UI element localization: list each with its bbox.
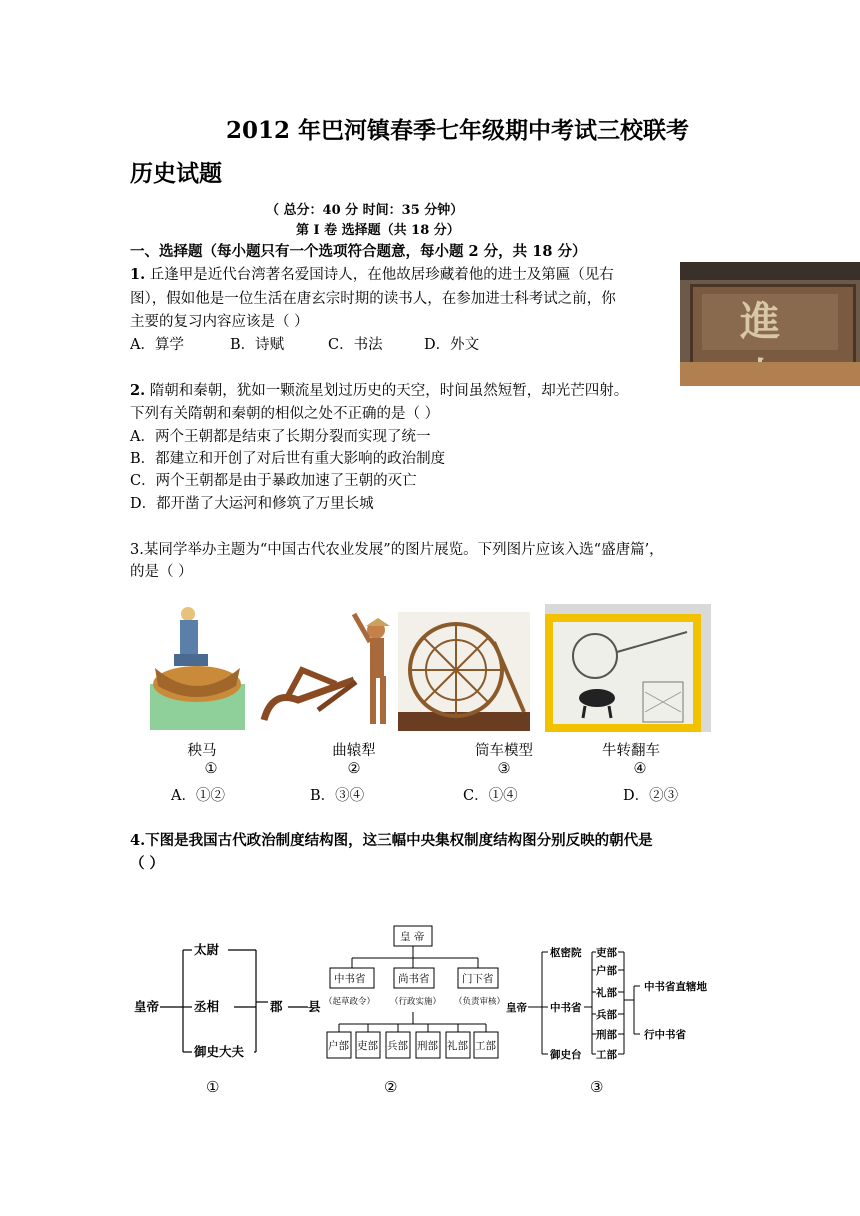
d2-menxia: 门下省 bbox=[462, 973, 494, 985]
d3-zhongshusheng: 中书省 bbox=[550, 1002, 582, 1014]
q2-option-c: C．两个王朝都是由于暴政加速了王朝的灭亡 bbox=[130, 473, 417, 489]
d1-root: 皇帝 bbox=[134, 999, 160, 1014]
q2-line-1: 2. 隋朝和秦朝，犹如一颗流星划过历史的天空，时间虽然短暂，却光芒四射。 bbox=[130, 382, 629, 399]
d2-zhongshu: 中书省 bbox=[334, 973, 366, 985]
d2-role-2: （行政实施） bbox=[390, 997, 442, 1007]
caption-3: 筒车模型 bbox=[475, 743, 533, 759]
d3-xingzhongshusheng: 行中书省 bbox=[644, 1029, 686, 1041]
d2-bu-xing: 刑部 bbox=[417, 1040, 438, 1052]
yangma-image bbox=[150, 604, 245, 730]
section-heading: 一、选择题（每小题只有一个选项符合题意，每小题 2 分，共 18 分） bbox=[130, 243, 587, 260]
d3-bu-3: 礼部 bbox=[596, 987, 617, 999]
number-1: ① bbox=[204, 761, 218, 777]
diagram-qin bbox=[160, 950, 308, 1052]
exam-title-line1: 2012 年巴河镇春季七年级期中考试三校联考 bbox=[226, 117, 690, 144]
jinshi-plaque-image bbox=[680, 262, 860, 386]
number-4: ④ bbox=[633, 761, 647, 777]
q1-line-3: 主要的复习内容应该是（ ） bbox=[130, 314, 309, 330]
exam-title-line2: 历史试题 bbox=[130, 160, 222, 187]
score-info: （ 总分：40 分 时间：35 分钟） bbox=[266, 203, 464, 218]
d3-shumiyuan: 枢密院 bbox=[550, 947, 582, 959]
diagram-yuan bbox=[528, 952, 640, 1054]
d2-bu-li: 吏部 bbox=[357, 1040, 378, 1052]
plaque-text: 進 bbox=[702, 294, 838, 350]
d3-bu-5: 刑部 bbox=[596, 1029, 617, 1041]
d2-role-3: （负责审核） bbox=[454, 997, 506, 1007]
d1-taiwei: 太尉 bbox=[194, 942, 220, 957]
d2-shangshu: 尚书省 bbox=[398, 973, 430, 985]
d1-yushidafu: 御史大夫 bbox=[194, 1044, 245, 1059]
d3-yushitai: 御史台 bbox=[550, 1049, 582, 1061]
niuzhuanfanche-image bbox=[545, 604, 711, 732]
d3-root: 皇帝 bbox=[506, 1002, 527, 1014]
caption-1: 秧马 bbox=[187, 743, 217, 759]
q1-option-a: A．算学 bbox=[130, 337, 184, 353]
d-label-1: ① bbox=[206, 1078, 220, 1096]
number-2: ② bbox=[347, 761, 361, 777]
q1-line-2: 图），假如他是一位生活在唐玄宗时期的读书人，在参加进士科考试之前，你 bbox=[130, 291, 616, 307]
d2-role-1: （起草政令） bbox=[324, 997, 376, 1007]
caption-4: 牛转翻车 bbox=[602, 743, 660, 759]
politics-diagrams bbox=[128, 920, 848, 1100]
q1-line-1: 1. 丘逢甲是近代台湾著名爱国诗人，在他故居珍藏着他的进士及第匾（见右 bbox=[130, 266, 614, 283]
q3-option-d: D．②③ bbox=[623, 788, 679, 804]
d3-bu-6: 工部 bbox=[596, 1049, 617, 1061]
q2-option-d: D．都开凿了大运河和修筑了万里长城 bbox=[130, 496, 374, 512]
tongche-image bbox=[398, 612, 530, 731]
d1-jun: 郡 bbox=[270, 999, 283, 1014]
q3-line-2: 的是（ ） bbox=[130, 564, 193, 580]
d3-zhixiadi: 中书省直辖地 bbox=[644, 981, 707, 993]
d-label-2: ② bbox=[384, 1078, 398, 1096]
d1-chengxiang: 丞相 bbox=[194, 999, 220, 1014]
q2-line-2: 下列有关隋朝和秦朝的相似之处不正确的是（ ） bbox=[130, 406, 440, 422]
q4-line-2: （ ） bbox=[130, 855, 165, 872]
d2-bu-gong: 工部 bbox=[475, 1040, 496, 1052]
q1-option-c: C．书法 bbox=[328, 337, 383, 353]
q2-option-a: A．两个王朝都是结束了长期分裂而实现了统一 bbox=[130, 429, 431, 445]
q3-option-b: B．③④ bbox=[310, 788, 365, 804]
volume-info: 第 I 卷 选择题（共 18 分） bbox=[296, 223, 460, 238]
d2-root: 皇 帝 bbox=[400, 931, 425, 943]
q3-option-a: A．①② bbox=[171, 788, 225, 804]
d1-xian: 县 bbox=[308, 999, 321, 1014]
q1-option-b: B．诗赋 bbox=[230, 337, 285, 353]
d3-bu-4: 兵部 bbox=[596, 1009, 617, 1021]
diagram-tang bbox=[327, 926, 498, 1058]
d2-bu-bing: 兵部 bbox=[387, 1040, 408, 1052]
number-3: ③ bbox=[497, 761, 511, 777]
d-label-3: ③ bbox=[590, 1078, 604, 1096]
d2-bu-hu: 户部 bbox=[328, 1040, 349, 1052]
q4-line-1: 4.下图是我国古代政治制度结构图，这三幅中央集权制度结构图分别反映的朝代是 bbox=[130, 832, 653, 849]
q3-option-c: C．①④ bbox=[463, 788, 518, 804]
d2-bu-li2: 礼部 bbox=[447, 1040, 468, 1052]
d3-bu-1: 吏部 bbox=[596, 947, 617, 959]
q2-option-b: B．都建立和开创了对后世有重大影响的政治制度 bbox=[130, 451, 446, 467]
q3-line-1: 3.某同学举办主题为“中国古代农业发展”的图片展览。下列图片应该入选“盛唐篇’， bbox=[130, 542, 664, 558]
d3-bu-2: 户部 bbox=[596, 965, 617, 977]
q1-option-d: D．外文 bbox=[424, 337, 480, 353]
niuzhuan-drawing bbox=[553, 622, 693, 724]
quyuanli-image bbox=[258, 610, 394, 728]
caption-2: 曲辕犁 bbox=[332, 743, 376, 759]
